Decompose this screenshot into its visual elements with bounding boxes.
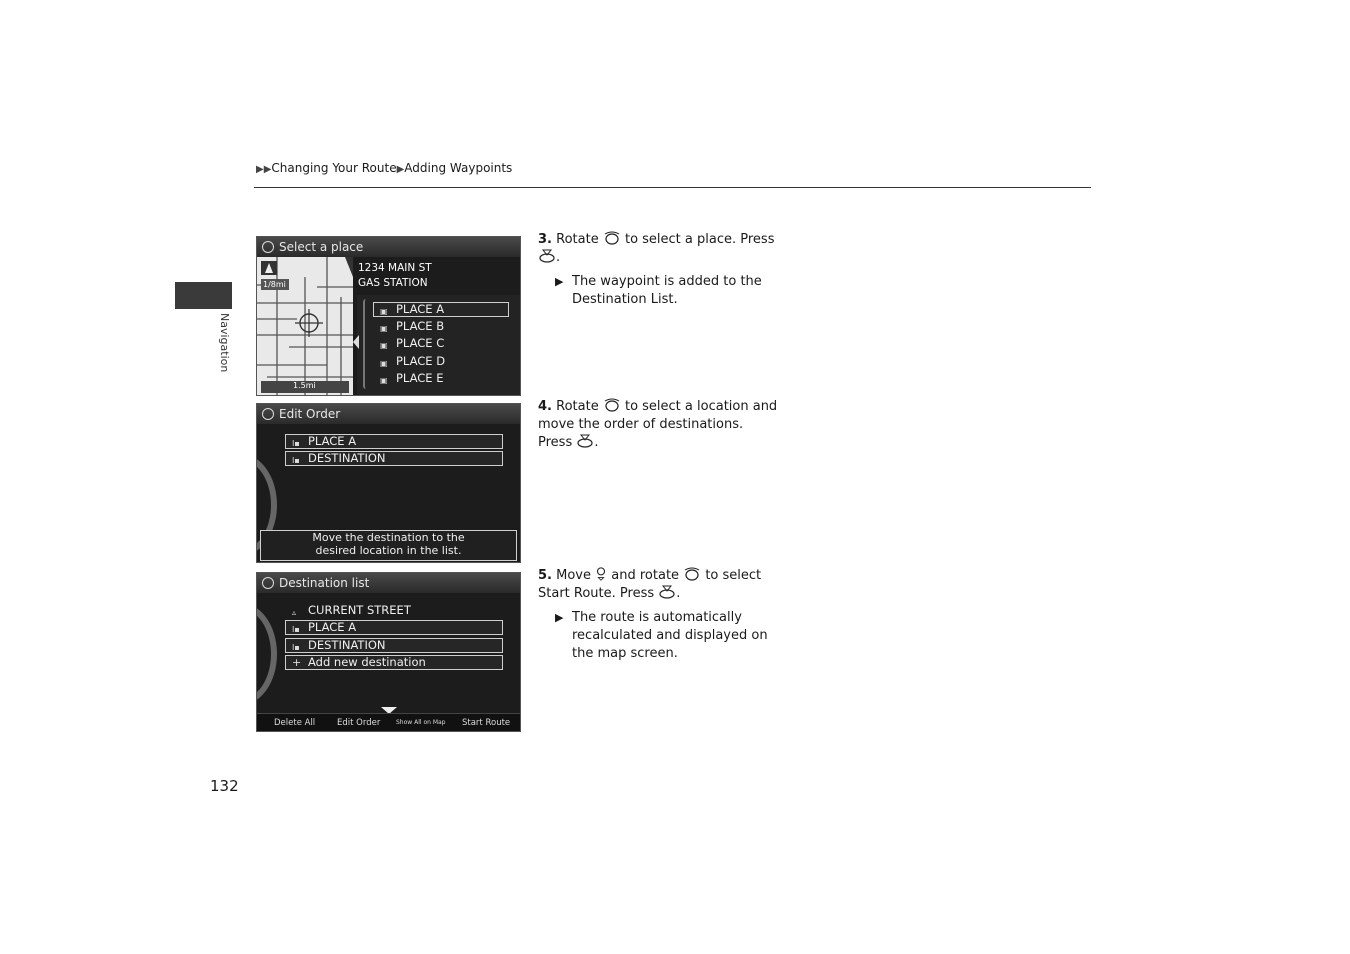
screen-title: Select a place: [279, 240, 364, 254]
step-5: [538, 567, 778, 603]
delete-all-button[interactable]: Delete All: [274, 718, 316, 728]
message-line-1: Move the destination to the: [312, 531, 465, 544]
screen-title: Destination list: [279, 576, 370, 590]
destination-flag-icon: I▪: [292, 456, 300, 465]
map-scale-bottom: 1.5mi: [293, 381, 316, 390]
select-place-screen: [256, 236, 521, 396]
result-text: The waypoint is added to the Destination List.: [572, 274, 762, 307]
scroll-arc-icon: [256, 603, 277, 705]
map-view[interactable]: [257, 257, 353, 395]
place-item-d[interactable]: [373, 354, 509, 369]
section-label: [217, 313, 231, 383]
result-arrow-icon: ▶: [555, 611, 564, 624]
breadcrumb-link-adding-waypoints[interactable]: Adding Waypoints: [404, 161, 513, 175]
instruction-message: [260, 530, 517, 561]
place-label: PLACE B: [396, 319, 445, 333]
breadcrumb: [256, 161, 512, 175]
collapse-arrow-icon[interactable]: [353, 335, 359, 349]
show-all-on-map-button[interactable]: Show All on Map: [396, 719, 446, 726]
step-text: to select: [705, 568, 762, 583]
page-number: 132: [210, 777, 239, 795]
waypoint-flag-icon: I▪: [292, 439, 300, 448]
current-street-label: CURRENT STREET: [308, 603, 411, 617]
result-text: The route is automatically recalculated and displayed on the map screen.: [572, 610, 768, 661]
step-text: Rotate: [556, 232, 599, 247]
waypoint-flag-icon: I▪: [292, 625, 300, 634]
gas-pump-icon: ▣: [380, 359, 388, 368]
breadcrumb-link-changing-route[interactable]: Changing Your Route: [271, 161, 397, 175]
destination-flag-icon: I▪: [292, 643, 300, 652]
current-location-icon: ▵: [292, 608, 297, 617]
step-text: .: [556, 250, 561, 265]
add-destination-item[interactable]: [285, 655, 503, 670]
compass-icon: [262, 408, 274, 420]
current-street-item: [285, 603, 503, 618]
step-number: 3.: [538, 232, 552, 247]
step-text: to select a place. Press: [624, 232, 775, 247]
header-rule: [254, 187, 1091, 188]
step-text: Move: [556, 568, 591, 583]
step-text: to select a location and move the order of destinations. Press: [538, 399, 778, 450]
gas-pump-icon: ▣: [380, 341, 388, 350]
move-joystick-icon: [595, 567, 607, 581]
place-label: PLACE A: [396, 302, 445, 316]
start-route-term: Start Route: [538, 586, 612, 601]
screen-titlebar: [257, 404, 520, 424]
destination-list-screen: [256, 572, 521, 732]
breadcrumb-marker: ▶▶: [256, 164, 272, 175]
press-knob-icon: [658, 585, 676, 599]
place-list: [357, 295, 520, 395]
dest-item-place-a[interactable]: [285, 620, 503, 635]
start-route-button[interactable]: Start Route: [462, 718, 511, 728]
compass-icon: [262, 577, 274, 589]
edit-order-button[interactable]: Edit Order: [337, 718, 381, 728]
breadcrumb-separator: ▶: [396, 164, 405, 175]
step-4: [538, 398, 778, 452]
step-3-result: [555, 273, 775, 309]
press-knob-icon: [576, 434, 594, 448]
step-text: Rotate: [556, 399, 599, 414]
map-roads-icon: [257, 257, 353, 395]
dest-item-label: PLACE A: [308, 620, 357, 634]
edit-order-screen: [256, 403, 521, 563]
step-number: 4.: [538, 399, 552, 414]
map-scale-top: 1/8mi: [263, 280, 286, 289]
order-item-place-a[interactable]: [285, 434, 503, 449]
step-text: .: [676, 586, 681, 601]
result-arrow-icon: ▶: [555, 275, 564, 288]
place-item-a[interactable]: [373, 302, 509, 317]
step-text: . Press: [611, 586, 655, 601]
add-destination-label: Add new destination: [308, 655, 426, 669]
gas-pump-icon: ▣: [380, 376, 388, 385]
scroll-arc-icon: [363, 299, 369, 389]
message-line-2: desired location in the list.: [315, 543, 462, 557]
rotate-knob-icon: [683, 567, 701, 581]
step-3: [538, 231, 778, 267]
step-text: and rotate: [611, 568, 680, 583]
screen-title: Edit Order: [279, 407, 341, 421]
place-label: PLACE D: [396, 354, 446, 368]
dest-item-label: DESTINATION: [308, 638, 386, 652]
place-item-e[interactable]: [373, 371, 509, 386]
rotate-knob-icon: [603, 231, 621, 245]
screen-titlebar: [257, 573, 520, 593]
bottom-button-bar: [257, 713, 520, 732]
order-item-destination[interactable]: [285, 451, 503, 466]
gas-pump-icon: ▣: [380, 307, 388, 316]
dest-item-destination[interactable]: [285, 638, 503, 653]
compass-icon: [262, 241, 274, 253]
order-item-label: PLACE A: [308, 434, 357, 448]
order-item-label: DESTINATION: [308, 451, 386, 465]
address-line-1: 1234 MAIN ST: [358, 262, 432, 274]
rotate-knob-icon: [603, 398, 621, 412]
place-item-c[interactable]: [373, 336, 509, 351]
step-5-result: [555, 609, 775, 663]
plus-icon: +: [292, 656, 302, 669]
step-number: 5.: [538, 568, 552, 583]
press-knob-icon: [538, 249, 556, 263]
section-label-text: Navigation: [218, 313, 231, 373]
step-text: .: [594, 435, 599, 450]
screen-titlebar: [257, 237, 520, 257]
gas-pump-icon: ▣: [380, 324, 388, 333]
address-line-2: GAS STATION: [358, 277, 428, 289]
section-tab: [175, 282, 232, 309]
place-label: PLACE C: [396, 336, 445, 350]
place-label: PLACE E: [396, 371, 444, 385]
place-item-b[interactable]: [373, 319, 509, 334]
